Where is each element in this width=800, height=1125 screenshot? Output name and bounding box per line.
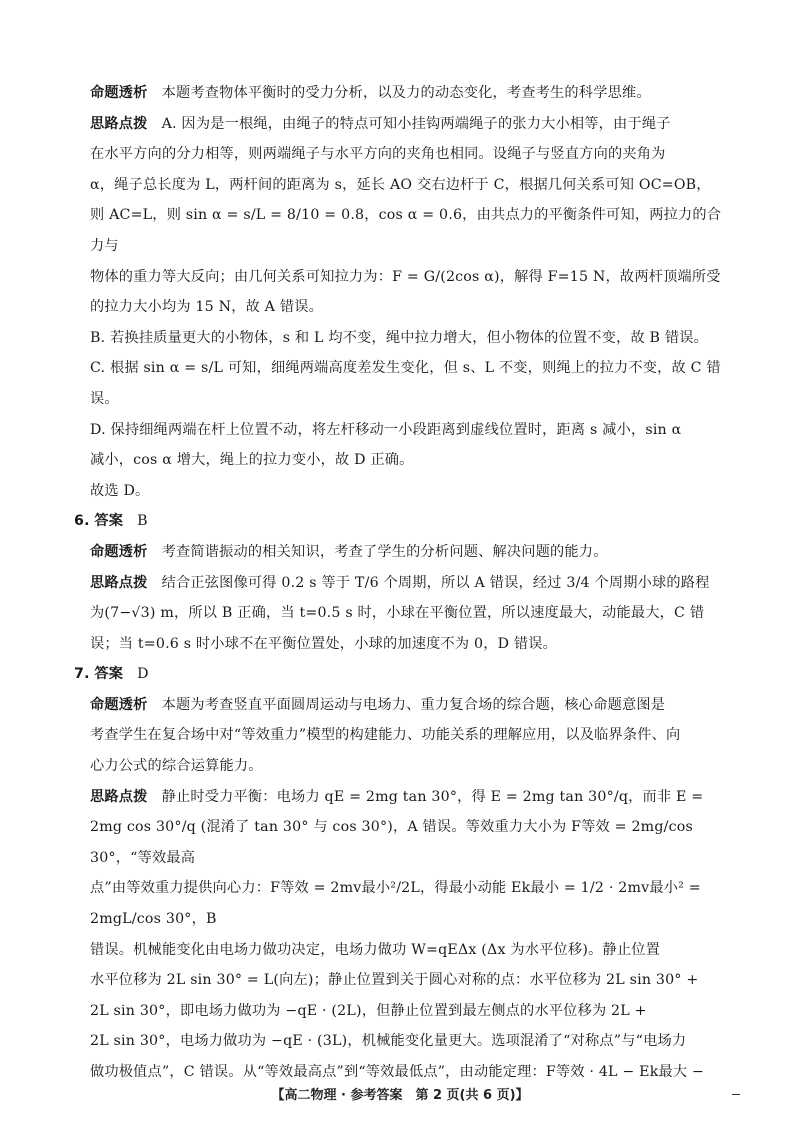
line-18: 误；当 t=0.6 s 时小球不在平衡位置处，小球的加速度不为 0，D 错误。 bbox=[90, 635, 558, 652]
line-9: C. 根据 sin α = s/L 可知，细绳两端高度差发生变化，但 s、L 不变，则绳上的拉力不变，故 C 错 bbox=[90, 360, 721, 377]
line-13: 故选 D。 bbox=[90, 482, 150, 499]
line-3: 在水平方向的分力相等，则两端绳子与水平方向的夹角也相同。设绳子与竖直方向的夹角为 bbox=[90, 146, 666, 163]
answer-content bbox=[74, 78, 730, 1088]
line-27: 水平位移为 2L sin 30° = L(向左)；静止位置到关于圆心对称的点：水平位移为 2L sin 30° + bbox=[90, 972, 699, 989]
line-20: 命题透析 本题为考查竖直平面圆周运动与电场力、重力复合场的综合题，核心命题意图是 bbox=[90, 696, 666, 713]
line-7: 的拉力大小均为 15 N，故 A 错误。 bbox=[90, 299, 324, 316]
line-16: 思路点拨 结合正弦图像可得 0.2 s 等于 T/6 个周期，所以 A 错误，经过 3/4 个周期小球的路程 bbox=[90, 574, 710, 591]
line-2: 思路点拨 A. 因为是一根绳，由绳子的特点可知小挂钩两端绳子的张力大小相等，由于绳子 bbox=[90, 115, 671, 132]
line-15: 命题透析 考查简谐振动的相关知识，考查了学生的分析问题、解决问题的能力。 bbox=[90, 543, 608, 560]
line-1: 命题透析 本题考查物体平衡时的受力分析，以及力的动态变化，考查考生的科学思维。 bbox=[90, 85, 651, 101]
line-11: D. 保持细绳两端在杆上位置不动，将左杆移动一小段距离到虚线位置时，距离 s 减小，sin α bbox=[90, 421, 682, 438]
line-17: 为(7−√3) m，所以 B 正确，当 t=0.5 s 时，小球在平衡位置，所以速度最大，动能最大，C 错 bbox=[90, 605, 705, 622]
line-22: 心力公式的综合运算能力。 bbox=[90, 758, 263, 775]
line-24: 2mg cos 30°/q (混淆了 tan 30° 与 cos 30°)，A 错误。等效重力大小为 F等效 = 2mg/cos 30°，“等效最高 bbox=[90, 819, 693, 866]
line-8: B. 若换挂质量更大的小物体，s 和 L 均不变，绳中拉力增大，但小物体的位置不变，故 B 错误。 bbox=[90, 329, 709, 346]
line-23: 思路点拨 静止时受力平衡：电场力 qE = 2mg tan 30°，得 E = 2mg tan 30°/q，而非 E = bbox=[90, 788, 704, 805]
line-25: 点”由等效重力提供向心力：F等效 = 2mv最小²/2L，得最小动能 Ek最小 = 1/2 · 2mv最小² = 2mgL/cos 30°，B bbox=[90, 880, 701, 928]
line-21: 考查学生在复合场中对“等效重力”模型的构建能力、功能关系的理解应用，以及临界条件、向 bbox=[90, 727, 681, 744]
page-footer: 【高二物理 · 参考答案 第 2 页(共 6 页)】 bbox=[271, 1088, 529, 1103]
line-4: α，绳子总长度为 L，两杆间的距离为 s，延长 AO 交右边杆于 C，根据几何关系可知 OC=OB， bbox=[90, 176, 711, 193]
line-26: 错误。机械能变化由电场力做功决定，电场力做功 W=qEΔx (Δx 为水平位移)。静止位置 bbox=[90, 941, 661, 958]
line-12: 减小，cos α 增大，绳上的拉力变小，故 D 正确。 bbox=[90, 452, 414, 469]
answer-7-heading: 7. 答案 D bbox=[74, 666, 149, 683]
line-10: 误。 bbox=[90, 390, 119, 407]
line-5: 则 AC=L，则 sin α = s/L = 8/10 = 0.8，cos α = 0.6，由共点力的平衡条件可知，两拉力的合力与 bbox=[90, 207, 722, 254]
answer-6-heading: 6. 答案 B bbox=[74, 513, 148, 530]
line-30: 做功极值点”，C 错误。从“等效最高点”到“等效最低点”，由动能定理：F等效 · 4L − Ek最大 − bbox=[90, 1064, 705, 1080]
corner-mark bbox=[732, 1094, 740, 1095]
line-29: 2L sin 30°，电场力做功为 −qE · (3L)，机械能变化量更大。选项混淆了“对称点”与“电场力 bbox=[90, 1033, 687, 1050]
line-28: 2L sin 30°，即电场力做功为 −qE · (2L)，但静止位置到最左侧点的水平位移为 2L + bbox=[90, 1002, 647, 1019]
line-6: 物体的重力等大反向；由几何关系可知拉力为：F = G/(2cos α)，解得 F=15 N，故两杆顶端所受 bbox=[90, 268, 721, 285]
